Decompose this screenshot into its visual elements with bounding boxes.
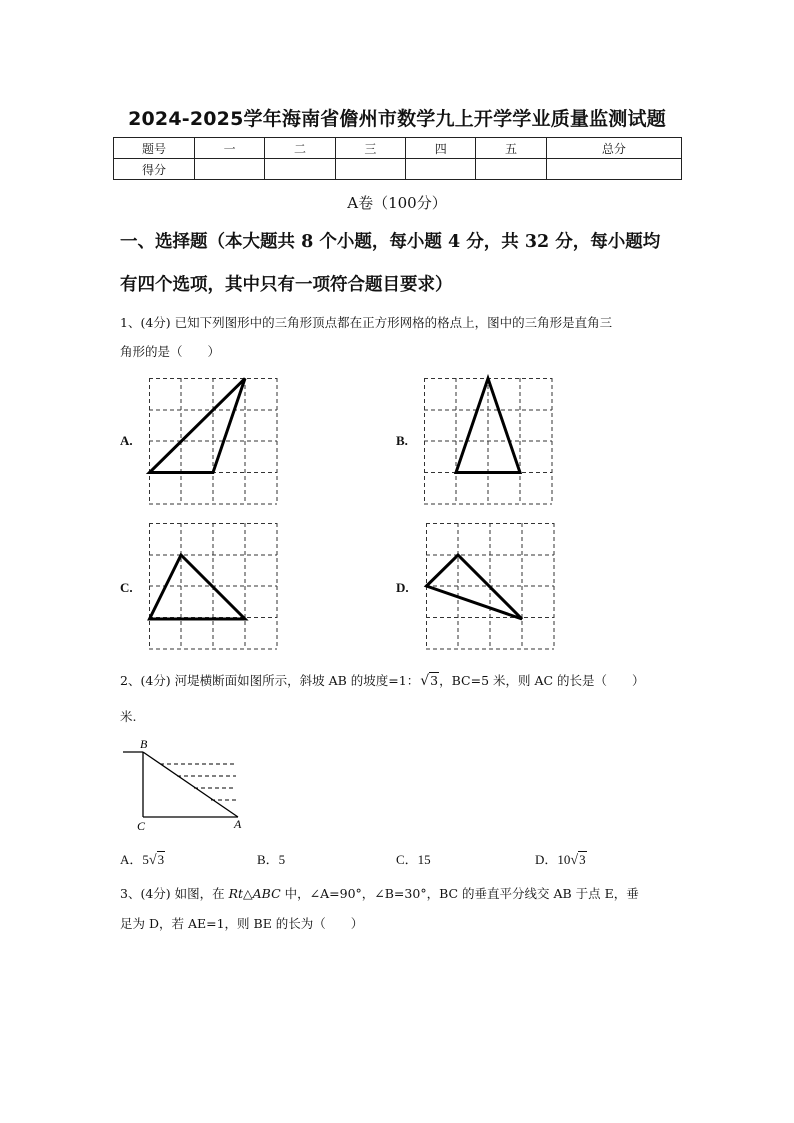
q2-embankment-figure [118, 735, 248, 835]
q1-stem-line1: 1、(4分) 已知下列图形中的三角形顶点都在正方形网格的格点上，图中的三角形是直角三 [120, 315, 613, 330]
q1-stem-line2: 角形的是（ ） [120, 344, 221, 359]
score-cell[interactable] [335, 159, 405, 180]
score-header-cell: 题号 [114, 138, 195, 159]
q1-figure-b [424, 378, 553, 505]
q3-text-triangle: Rt△ABC [228, 886, 281, 901]
q2-stem-line1 [120, 666, 685, 696]
sqrt-sign-icon: √ [420, 673, 430, 689]
q2-option-c[interactable]: C．15 [396, 852, 431, 867]
exam-title: 2024-2025学年海南省儋州市数学九上开学学业质量监测试题 [128, 108, 666, 130]
grid-lines [149, 378, 277, 504]
slope-ab [143, 752, 238, 817]
q2-option-d-label: D． [535, 852, 558, 867]
q3-text-a: 3、(4分) 如图，在 [120, 886, 229, 901]
grid-lines [424, 378, 552, 504]
score-cell[interactable] [476, 159, 546, 180]
score-header-cell: 三 [335, 138, 405, 159]
point-label-b: B [140, 737, 148, 751]
triangle-a [150, 379, 246, 473]
q1-figure-a [149, 378, 278, 505]
score-table-score-row [114, 159, 682, 180]
q2-option-a-radicand: 3 [157, 852, 165, 867]
score-cell[interactable] [546, 159, 681, 180]
section-heading-line1: 一、选择题（本大题共 8 个小题，每小题 4 分，共 32 分，每小题均 [120, 232, 661, 252]
score-header-cell: 二 [265, 138, 335, 159]
q2-option-d[interactable] [535, 849, 587, 869]
triangle-c [150, 555, 246, 619]
score-table [113, 137, 682, 180]
point-label-a: A [234, 817, 242, 831]
score-cell[interactable] [265, 159, 335, 180]
q2-option-d-radicand: 3 [579, 852, 586, 867]
sqrt-sign-icon: √ [570, 853, 579, 868]
q3-stem-line2: 足为 D，若 AE=1，则 BE 的长为（ ） [120, 916, 364, 931]
q1-option-c-label[interactable]: C. [120, 580, 133, 595]
q1-option-a-label[interactable]: A. [120, 433, 133, 448]
q3-text-c: 中，∠A=90°，∠B=30°，BC 的垂直平分线交 AB 于点 E，垂 [280, 886, 639, 901]
score-cell[interactable] [406, 159, 476, 180]
sqrt-sign-icon: √ [148, 853, 157, 868]
q2-option-a-coef: 5 [142, 852, 149, 867]
score-header-cell: 总分 [546, 138, 681, 159]
score-table-header-row [114, 138, 682, 159]
score-header-cell: 一 [195, 138, 265, 159]
score-cell[interactable] [195, 159, 265, 180]
q1-figure-d [426, 523, 555, 650]
paper-section-subtitle: A卷（100分） [347, 194, 447, 212]
q2-option-a-label: A． [120, 852, 143, 867]
score-header-cell: 五 [476, 138, 546, 159]
water-lines [160, 764, 236, 800]
q2-sqrt [420, 666, 439, 696]
score-header-cell: 四 [406, 138, 476, 159]
q2-option-d-coef: 10 [557, 852, 571, 867]
q3-stem-line1 [120, 879, 685, 909]
q1-option-d-label[interactable]: D. [396, 580, 409, 595]
q2-option-b[interactable]: B．5 [257, 852, 286, 867]
q2-option-a[interactable] [120, 849, 165, 869]
triangle-d [427, 555, 523, 619]
q1-option-b-label[interactable]: B. [396, 433, 408, 448]
q1-figure-c [149, 523, 278, 650]
q2-stem-text-after: ，BC=5 米，则 AC 的长是（ ） [439, 673, 645, 688]
point-label-c: C [137, 819, 146, 833]
q2-stem-line2: 米. [120, 709, 137, 724]
q2-radicand: 3 [430, 673, 439, 688]
section-heading-line2: 有四个选项，其中只有一项符合题目要求） [120, 275, 453, 295]
score-row-label: 得分 [114, 159, 195, 180]
q2-stem-text-before: 2、(4分) 河堤横断面如图所示，斜坡 AB 的坡度=1： [120, 673, 420, 688]
